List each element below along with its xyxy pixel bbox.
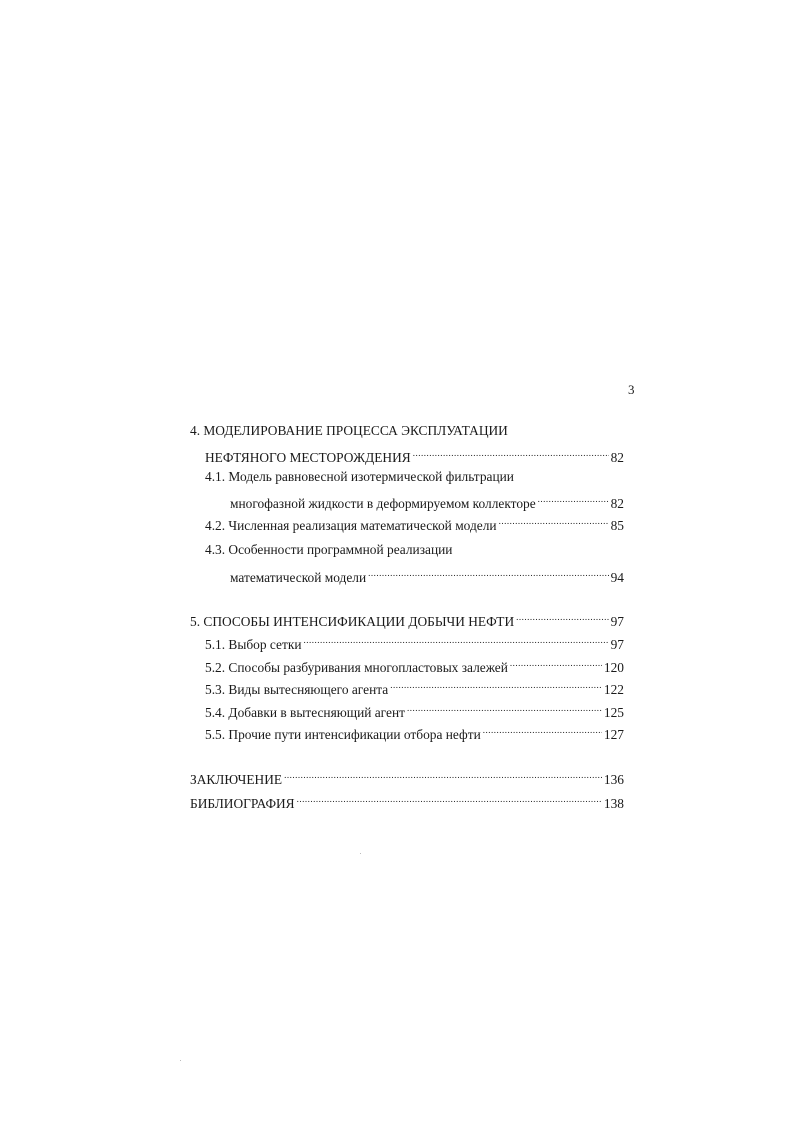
toc-bibliography-entry[interactable] [190, 792, 624, 812]
toc-section-4-1-entry[interactable] [230, 492, 624, 512]
leader-dots [304, 633, 609, 649]
toc-page-number: 82 [610, 496, 624, 511]
toc-section-5-3-title: 5.3. Виды вытесняющего агента [205, 682, 389, 697]
toc-chapter-5-title: 5. СПОСОБЫ ИНТЕНСИФИКАЦИИ ДОБЫЧИ НЕФТИ [190, 614, 515, 629]
leader-dots [407, 701, 602, 717]
toc-section-5-2-title: 5.2. Способы разбуривания многопластовых залежей [205, 660, 508, 675]
toc-page-number: 120 [603, 660, 624, 675]
leader-dots [284, 768, 602, 784]
leader-dots [413, 446, 609, 462]
scan-speck [180, 1060, 181, 1061]
toc-section-5-5-entry[interactable] [205, 723, 624, 743]
toc-section-4-3-line2: математической модели [230, 570, 367, 585]
toc-section-4-3-entry[interactable] [230, 566, 624, 586]
toc-page-number: 82 [610, 450, 624, 465]
toc-section-4-1-line2: многофазной жидкости в деформируемом коллекторе [230, 496, 536, 511]
leader-dots [538, 492, 609, 508]
leader-dots [368, 566, 608, 582]
toc-section-5-2-entry[interactable] [205, 656, 624, 676]
toc-section-5-4-entry[interactable] [205, 701, 624, 721]
toc-section-5-4-title: 5.4. Добавки в вытесняющий агент [205, 705, 405, 720]
toc-section-4-2-title: 4.2. Численная реализация математической модели [205, 518, 497, 533]
toc-page-number: 138 [603, 796, 624, 811]
toc-page-number: 127 [603, 727, 624, 742]
leader-dots [483, 723, 602, 739]
toc-section-5-5-title: 5.5. Прочие пути интенсификации отбора нефти [205, 727, 481, 742]
toc-bibliography-title: БИБЛИОГРАФИЯ [190, 796, 295, 811]
leader-dots [390, 678, 602, 694]
leader-dots [516, 610, 608, 626]
scan-speck [360, 853, 361, 854]
toc-chapter-5-entry[interactable] [190, 610, 624, 630]
page-number: 3 [628, 382, 635, 397]
toc-page-number: 136 [603, 772, 624, 787]
leader-dots [297, 792, 602, 808]
toc-section-4-2-entry[interactable] [205, 514, 624, 534]
toc-page-number: 94 [610, 570, 624, 585]
toc-chapter-4-entry[interactable] [205, 446, 624, 466]
toc-section-5-1-title: 5.1. Выбор сетки [205, 637, 302, 652]
toc-section-4-3-line1: 4.3. Особенности программной реализации [205, 542, 453, 557]
toc-conclusion-entry[interactable] [190, 768, 624, 788]
toc-conclusion-title: ЗАКЛЮЧЕНИЕ [190, 772, 283, 787]
toc-page-number: 85 [610, 518, 624, 533]
toc-chapter-4-title-line1: 4. МОДЕЛИРОВАНИЕ ПРОЦЕССА ЭКСПЛУАТАЦИИ [190, 423, 508, 438]
toc-section-5-3-entry[interactable] [205, 678, 624, 698]
toc-page-number: 97 [610, 637, 624, 652]
leader-dots [510, 656, 602, 672]
leader-dots [499, 514, 609, 530]
toc-page-number: 125 [603, 705, 624, 720]
toc-page-number: 122 [603, 682, 624, 697]
toc-chapter-4-title-line2: НЕФТЯНОГО МЕСТОРОЖДЕНИЯ [205, 450, 411, 465]
toc-page-number: 97 [610, 614, 624, 629]
toc-section-5-1-entry[interactable] [205, 633, 624, 653]
toc-section-4-1-line1: 4.1. Модель равновесной изотермической фильтрации [205, 469, 514, 484]
